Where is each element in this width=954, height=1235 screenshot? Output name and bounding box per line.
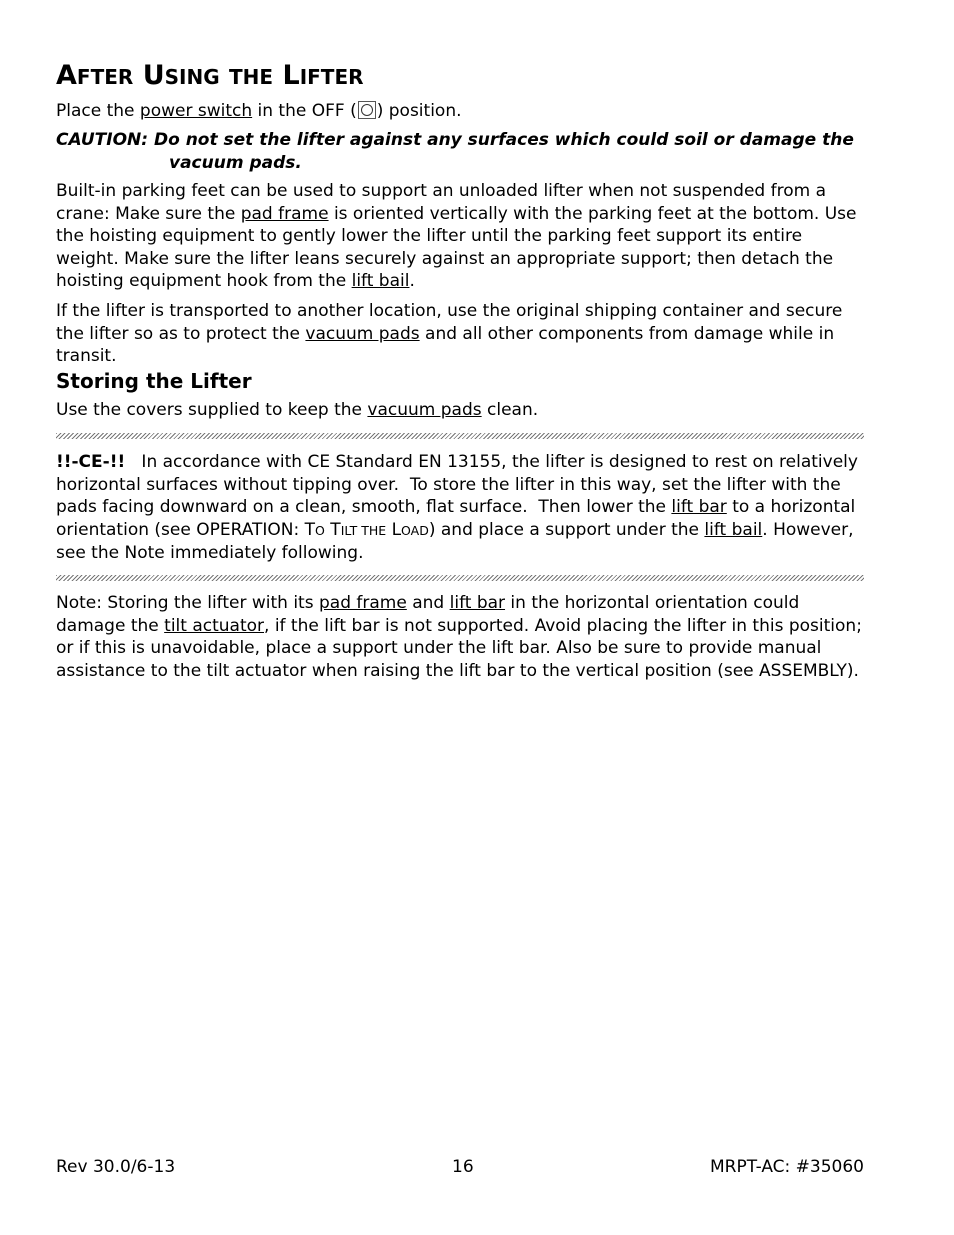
storing-heading: Storing the Lifter	[56, 369, 252, 393]
vacuum-pads-link[interactable]: vacuum pads	[305, 323, 420, 344]
ce-label: !!-CE-!!	[56, 452, 126, 472]
divider	[56, 433, 864, 439]
power-switch-paragraph: Place the power switch in the OFF ( ) position.	[56, 101, 462, 121]
ce-paragraph: !!-CE-!! In accordance with CE Standard EN 13155, the lifter is designed to rest on relatively horizontal surfaces without tipping over. To store the lifter in this way, set the lifter with the pads facing downward on a clean, smooth, flat surface. Then lower the lift bar to a horizontal orientation (see OPERATION: TO TILT THE LOAD) and place a support under the lift bail. However, see the Note immediately following.	[56, 452, 864, 564]
power-switch-link[interactable]: power switch	[139, 101, 253, 121]
lift-bar-link[interactable]: lift bar	[449, 593, 506, 613]
page-footer	[56, 1155, 864, 1179]
lift-bar-link[interactable]: lift bar	[671, 497, 727, 518]
power-off-switch-icon	[358, 101, 376, 119]
parking-feet-paragraph: Built-in parking feet can be used to support an unloaded lifter when not suspended from a crane: Make sure the pad frame is oriented vertically with the parking feet at the bottom. Use the hoisting equipment to gently lower the lifter until the parking feet support its entire weight. Make sure the lifter leans securely against an appropriate support; then detach the hoisting equipment hook from the lift bail.	[56, 181, 857, 292]
document-id: MRPT-AC: #35060	[710, 1157, 864, 1177]
vacuum-pads-link[interactable]: vacuum pads	[367, 400, 482, 420]
pad-frame-link[interactable]: pad frame	[319, 593, 407, 613]
transport-paragraph: If the lifter is transported to another location, use the original shipping container and secure the lifter so as to protect the vacuum pads and all other components from damage while in transit.	[56, 301, 843, 367]
page-number: 16	[452, 1157, 474, 1177]
divider	[56, 575, 864, 581]
note-paragraph: Note: Storing the lifter with its pad frame and lift bar in the horizontal orientation could damage the tilt actuator, if the lift bar is not supported. Avoid placing the lifter in this position; or if this is unavoidable, place a support under the lift bar. Also be sure to provide manual assistance to the tilt actuator when raising the lift bar to the vertical position (see ASSEMBLY).	[56, 593, 862, 681]
lift-bail-link[interactable]: lift bail	[351, 271, 410, 292]
tilt-actuator-link[interactable]: tilt actuator	[164, 615, 265, 636]
caution-note: CAUTION: Do not set the lifter against any surfaces which could soil or damage the vacuum pads.	[56, 130, 854, 173]
section-title: AFTER USING THE LIFTER	[56, 60, 364, 91]
pad-frame-link[interactable]: pad frame	[240, 203, 329, 224]
revision-label: Rev 30.0/6-13	[56, 1157, 176, 1177]
storing-paragraph: Use the covers supplied to keep the vacuum pads clean.	[56, 400, 539, 420]
lift-bail-link[interactable]: lift bail	[704, 519, 763, 540]
